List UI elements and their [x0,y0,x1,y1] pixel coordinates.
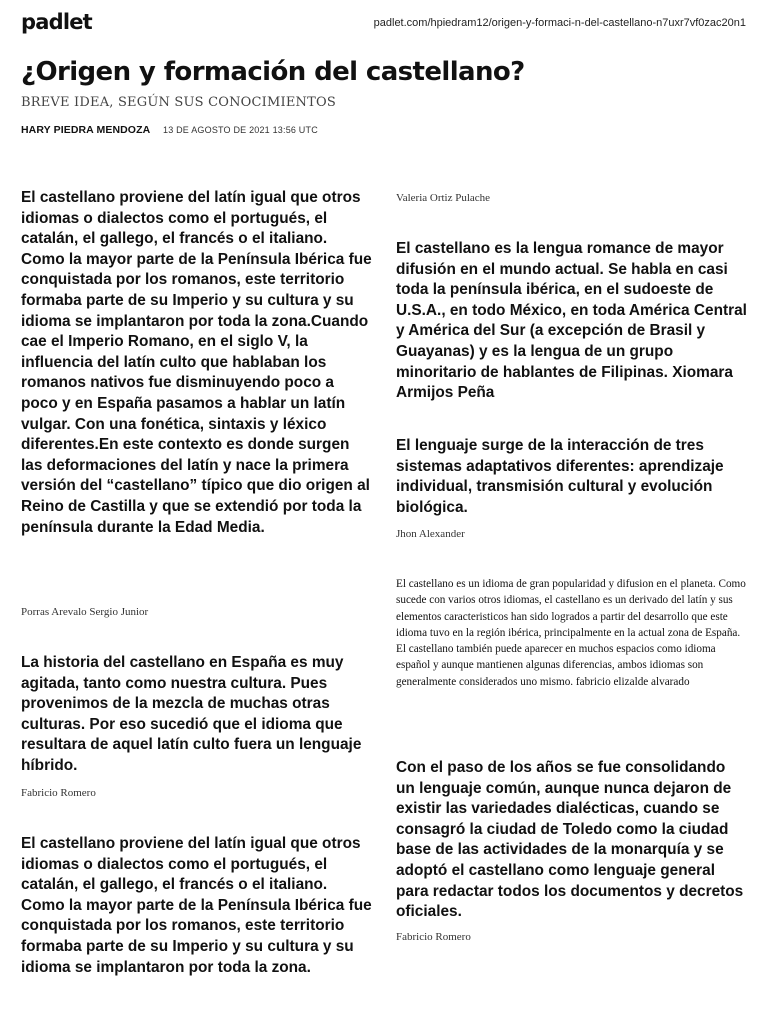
post-card[interactable] [21,834,373,978]
board-subtitle: BREVE IDEA, SEGÚN SUS CONOCIMIENTOS [21,95,336,110]
page-url: padlet.com/hpiedram12/origen-y-formaci-n-del-castellano-n7uxr7vf0zac20n1 [373,17,746,29]
post-card[interactable] [396,239,748,404]
post-author: Jhon Alexander [396,528,465,540]
post-body: El lenguaje surge de la interacción de tres sistemas adaptativos diferentes: aprendizaje individual, transmisión cultural y evolución biológica. [396,437,724,516]
post-card[interactable] [396,758,748,923]
padlet-logo[interactable]: padlet [21,10,92,34]
post-author: Fabricio Romero [21,787,96,799]
post-body: El castellano es la lengua romance de mayor difusión en el mundo actual. Se habla en casi toda la península ibérica, en el sudoeste de U.S.A., en todo México, en toda América Central y América del Sur (a excepción de Brasil y Guayanas) y es la lengua de un grupo minoritario de hablantes de Filipinas. Xiomara Armijos Peña [396,240,747,402]
post-card[interactable] [396,576,748,690]
post-body: Con el paso de los años se fue consolidando un lenguaje común, aunque nunca dejaron de existir las variedades dialécticas, cuando se consagró la ciudad de Toledo como la ciudad base de las actividades de la monarquía y se adoptó el castellano como lenguaje general para redactar todos los documentos y decretos oficiales. [396,759,744,921]
post-body: El castellano proviene del latín igual que otros idiomas o dialectos como el portugués, el catalán, el gallego, el francés o el italiano. Como la mayor parte de la Península Ibérica fue conquistada por los romanos, este territorio formaba parte de su Imperio y su cultura y su idioma se implantaron por toda la zona.Cuando cae el Imperio Romano, en el siglo V, la influencia del latín culto que hablaban los romanos nativos fue disminuyendo poco a poco y en España pasamos a hablar un latín vulgar. Con una fonética, sintaxis y léxico diferentes.En este contexto es donde surgen las deformaciones del latín y nace la primera versión del “castellano” típico que dio origen al Reino de Castilla y que se extendió por toda la península durante la Edad Media. [21,189,372,536]
top-bar [0,0,768,46]
post-body: El castellano es un idioma de gran popularidad y difusion en el planeta. Como sucede con varios otros idiomas, el castellano es un derivado del latín y sus elementos caracteristicos han sido logrados a partir del desarrollo que este idioma tuvo en la región ibérica, principalmente en la actual zona de España. El castellano también puede aparecer en muchos espacios como idioma español y aunque mantienen algunas diferencias, ambos idiomas son generalmente considerados uno mismo. fabricio elizalde alvarado [396,578,746,688]
post-author: Fabricio Romero [396,931,471,943]
post-author: Porras Arevalo Sergio Junior [21,606,149,618]
post-body: El castellano proviene del latín igual que otros idiomas o dialectos como el portugués, el catalán, el gallego, el francés o el italiano. Como la mayor parte de la Península Ibérica fue conquistada por los romanos, este territorio formaba parte de su Imperio y su cultura y su idioma se implantaron por toda la zona. [21,835,372,976]
post-card[interactable] [396,436,748,518]
post-card[interactable] [21,188,373,538]
board-title: ¿Origen y formación del castellano? [21,57,525,87]
post-body: La historia del castellano en España es muy agitada, tanto como nuestra cultura. Pues provenimos de la mezcla de muchas otras culturas. Por eso sucedió que el idioma que resultara de aquel latín culto fuera un lenguaje híbrido. [21,654,362,774]
board-author: HARY PIEDRA MENDOZA [21,124,151,136]
board-date: 13 DE AGOSTO DE 2021 13:56 UTC [163,125,318,135]
post-author: Valeria Ortiz Pulache [396,192,491,204]
post-card[interactable] [21,653,373,777]
